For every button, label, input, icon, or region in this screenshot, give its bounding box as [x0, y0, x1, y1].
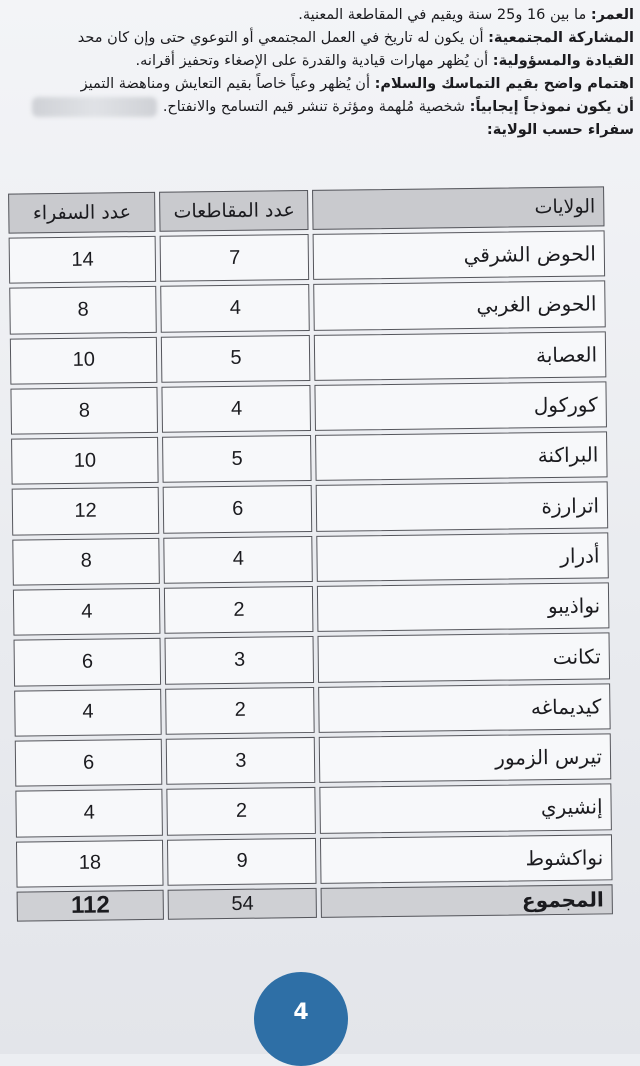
district-count: 7	[160, 234, 310, 282]
state-name: البراكنة	[315, 432, 607, 482]
ambassador-count: 18	[16, 839, 164, 887]
page-number: 4	[293, 999, 309, 1025]
table-row	[15, 733, 612, 787]
ambassadors-table	[4, 182, 617, 925]
criteria-age: العمر: ما بين 16 و25 سنة ويقيم في المقاطعة المعنية.	[298, 7, 634, 23]
criteria-leadership: القيادة والمسؤولية: أن يُظهر مهارات قيادية والقدرة على الإصغاء وتحفيز أقرانه.	[135, 53, 634, 69]
table-row	[10, 331, 607, 385]
ambassador-count: 4	[15, 789, 163, 837]
district-count: 2	[165, 687, 315, 735]
table-row	[14, 633, 611, 687]
table-row	[11, 432, 608, 486]
district-count: 5	[161, 335, 311, 383]
criteria-text	[0, 4, 634, 142]
redacted-blur	[32, 97, 157, 117]
state-name: الحوض الغربي	[314, 281, 606, 331]
state-name: كوركول	[315, 381, 607, 431]
district-count: 4	[164, 536, 314, 584]
state-name: أدرار	[317, 532, 609, 582]
table-header-row	[8, 186, 604, 233]
table-total-row	[17, 884, 613, 921]
total-districts: 54	[168, 888, 317, 920]
ambassador-count: 8	[10, 387, 158, 435]
ambassador-count: 6	[14, 638, 162, 686]
state-name: إنشيري	[320, 784, 612, 834]
ambassador-count: 12	[12, 487, 160, 535]
ambassador-count: 10	[10, 336, 158, 384]
table-row	[15, 784, 612, 838]
total-label: المجموع	[321, 884, 613, 918]
district-count: 3	[166, 737, 316, 785]
district-count: 3	[165, 636, 315, 684]
page-number-badge	[254, 972, 348, 1066]
district-count: 2	[164, 586, 314, 634]
header-districts: عدد المقاطعات	[159, 190, 309, 232]
state-name: تكانت	[318, 633, 610, 683]
ambassador-count: 14	[9, 236, 157, 284]
district-count: 4	[162, 385, 312, 433]
table-row	[9, 281, 606, 335]
state-name: العصابة	[314, 331, 606, 381]
state-name: نواذيبو	[317, 582, 609, 632]
table-row	[10, 381, 607, 435]
criteria-role-model: أن يكون نموذجاً إيجابياً: شخصية مُلهمة ومؤثرة تنشر قيم التسامح والانفتاح.	[0, 96, 634, 119]
district-count: 4	[161, 284, 311, 332]
ambassador-count: 8	[9, 286, 157, 334]
state-name: نواكشوط	[320, 834, 612, 884]
table-row	[14, 683, 611, 737]
table-row	[9, 230, 606, 284]
district-count: 9	[167, 837, 317, 885]
header-states: الولايات	[312, 186, 604, 230]
table-row	[12, 482, 609, 536]
state-name: اترارزة	[316, 482, 608, 532]
total-ambassadors: 112	[17, 890, 165, 922]
district-count: 2	[167, 787, 317, 835]
section-heading: سفراء حسب الولاية:	[486, 122, 634, 138]
criteria-community: المشاركة المجتمعية: أن يكون له تاريخ في العمل المجتمعي أو التوعوي حتى وإن كان محد	[77, 30, 634, 46]
district-count: 5	[162, 435, 312, 483]
header-ambassadors: عدد السفراء	[8, 192, 156, 234]
table-row	[13, 582, 610, 636]
ambassador-count: 6	[15, 739, 163, 787]
state-name: كيديماغه	[319, 683, 611, 733]
table-row	[16, 834, 613, 888]
state-name: الحوض الشرقي	[313, 230, 605, 280]
district-count: 6	[163, 485, 313, 533]
ambassador-count: 4	[13, 588, 161, 636]
criteria-cohesion: اهتمام واضح بقيم التماسك والسلام: أن يُظهر وعياً خاصاً بقيم التعايش ومناهضة التميز	[80, 76, 634, 92]
ambassador-count: 10	[11, 437, 159, 485]
table-row	[12, 532, 609, 586]
ambassador-count: 8	[12, 538, 160, 586]
ambassador-count: 4	[14, 688, 162, 736]
state-name: تيرس الزمور	[319, 733, 611, 783]
